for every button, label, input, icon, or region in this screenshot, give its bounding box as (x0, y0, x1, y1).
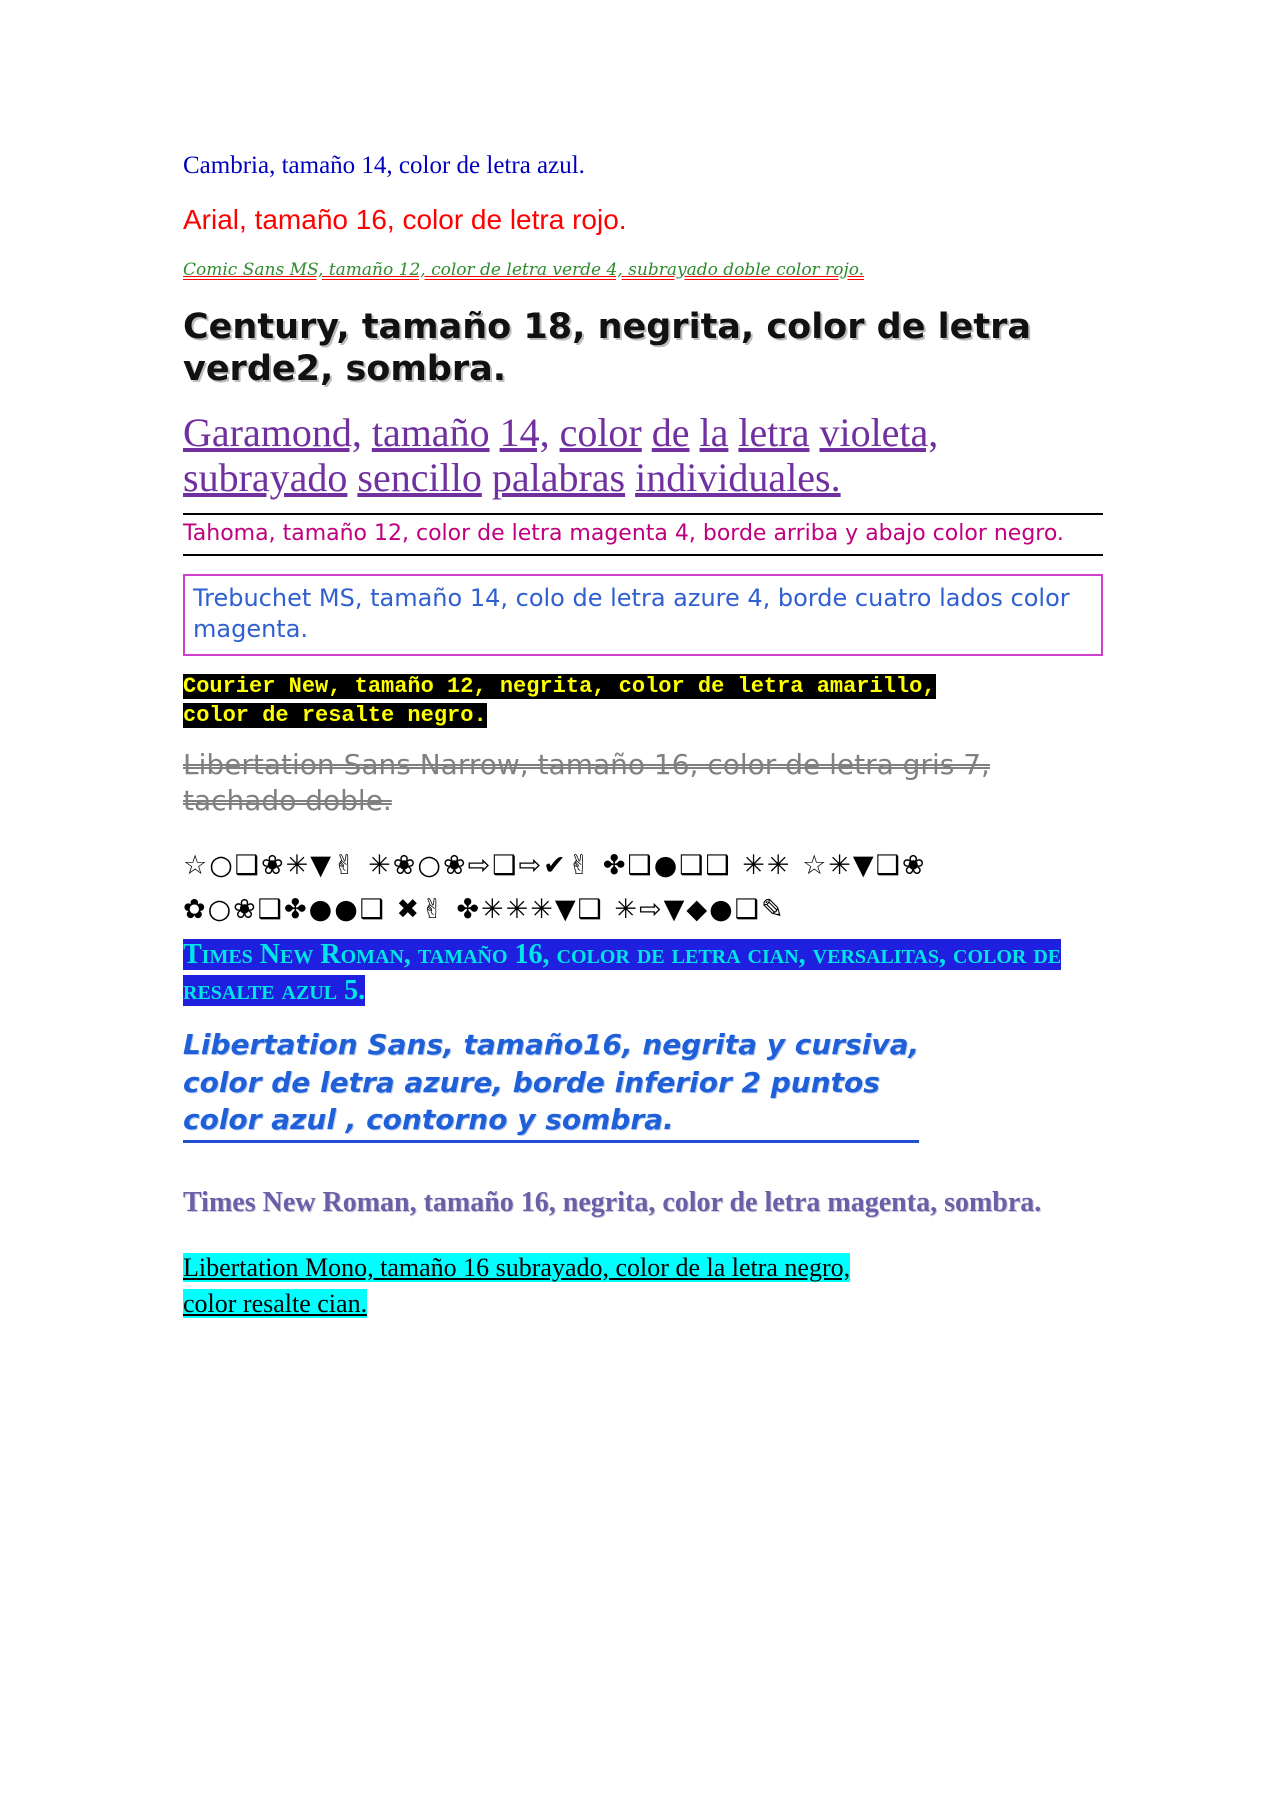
paragraph-garamond (183, 411, 1103, 501)
garamond-word: sencillo (357, 454, 482, 500)
times-cyan-text: Times New Roman, tamaño 16, color de letra cian, versalitas, color de resalte azul 5. (183, 938, 1062, 1006)
paragraph-trebuchet: Trebuchet MS, tamaño 14, colo de letra azure 4, borde cuatro lados color magenta. (183, 574, 1103, 655)
garamond-word: Garamond, (183, 409, 362, 455)
garamond-word: violeta, (819, 409, 939, 455)
courier-line-2: color de resalte negro. (183, 703, 487, 729)
courier-line-1: Courier New, tamaño 12, negrita, color de letra amarillo, (183, 673, 936, 699)
garamond-word: palabras (491, 454, 626, 500)
paragraph-liberation-mono (183, 1250, 1103, 1322)
garamond-word: letra (738, 409, 810, 455)
paragraph-symbols-line-1: ☆○❑❀✳▼✌ ✳❀○❀⇨❑⇨✔✌ ✤❑●❑❑ ✳✳ ☆✳▼❑❀ (183, 849, 927, 881)
garamond-word: individuales. (635, 454, 841, 500)
garamond-word: tamaño (371, 409, 490, 455)
paragraph-times-cyan (183, 937, 1103, 1009)
paragraph-symbols-line-2: ✿○❀❑✤●●❑ ✖✌ ✤✳✳✳▼❑ ✳⇨▼◆●❑✎ (183, 894, 786, 926)
paragraph-times-magenta: Times New Roman, tamaño 16, negrita, color de letra magenta, sombra. (183, 1187, 1042, 1219)
garamond-word: subrayado (183, 454, 348, 500)
garamond-word: 14, (499, 409, 550, 455)
paragraph-liberation-sans (183, 1026, 919, 1143)
paragraph-arial: Arial, tamaño 16, color de letra rojo. (183, 204, 627, 235)
libsans-line-1: Libertation Sans, tamaño16, negrita y cursiva, (183, 1028, 920, 1062)
garamond-word: de (651, 409, 690, 455)
paragraph-tahoma: Tahoma, tamaño 12, color de letra magenta 4, borde arriba y abajo color negro. (183, 513, 1103, 557)
paragraph-sans-narrow: Libertation Sans Narrow, tamaño 16, color de letra gris 7, tachado doble. (183, 747, 990, 818)
document-body (183, 150, 1103, 1332)
garamond-word: la (699, 409, 729, 455)
libsans-line-3: color azul , contorno y sombra. (183, 1102, 674, 1136)
paragraph-liberation-sans-wrapper (183, 1026, 1103, 1163)
garamond-word: color (559, 409, 642, 455)
libmono-line-2: color resalte cian. (183, 1288, 368, 1318)
paragraph-comic-sans: Comic Sans MS, tamaño 12, color de letra verde 4, subrayado doble color rojo. (183, 259, 865, 280)
paragraph-cambria: Cambria, tamaño 14, color de letra azul. (183, 152, 585, 179)
paragraph-century: Century, tamaño 18, negrita, color de letra verde2, sombra. (183, 306, 1031, 390)
libsans-line-2: color de letra azure, borde inferior 2 puntos (183, 1065, 880, 1099)
libmono-line-1: Libertation Mono, tamaño 16 subrayado, color de la letra negro, (183, 1252, 851, 1282)
paragraph-courier-new (183, 672, 1103, 731)
